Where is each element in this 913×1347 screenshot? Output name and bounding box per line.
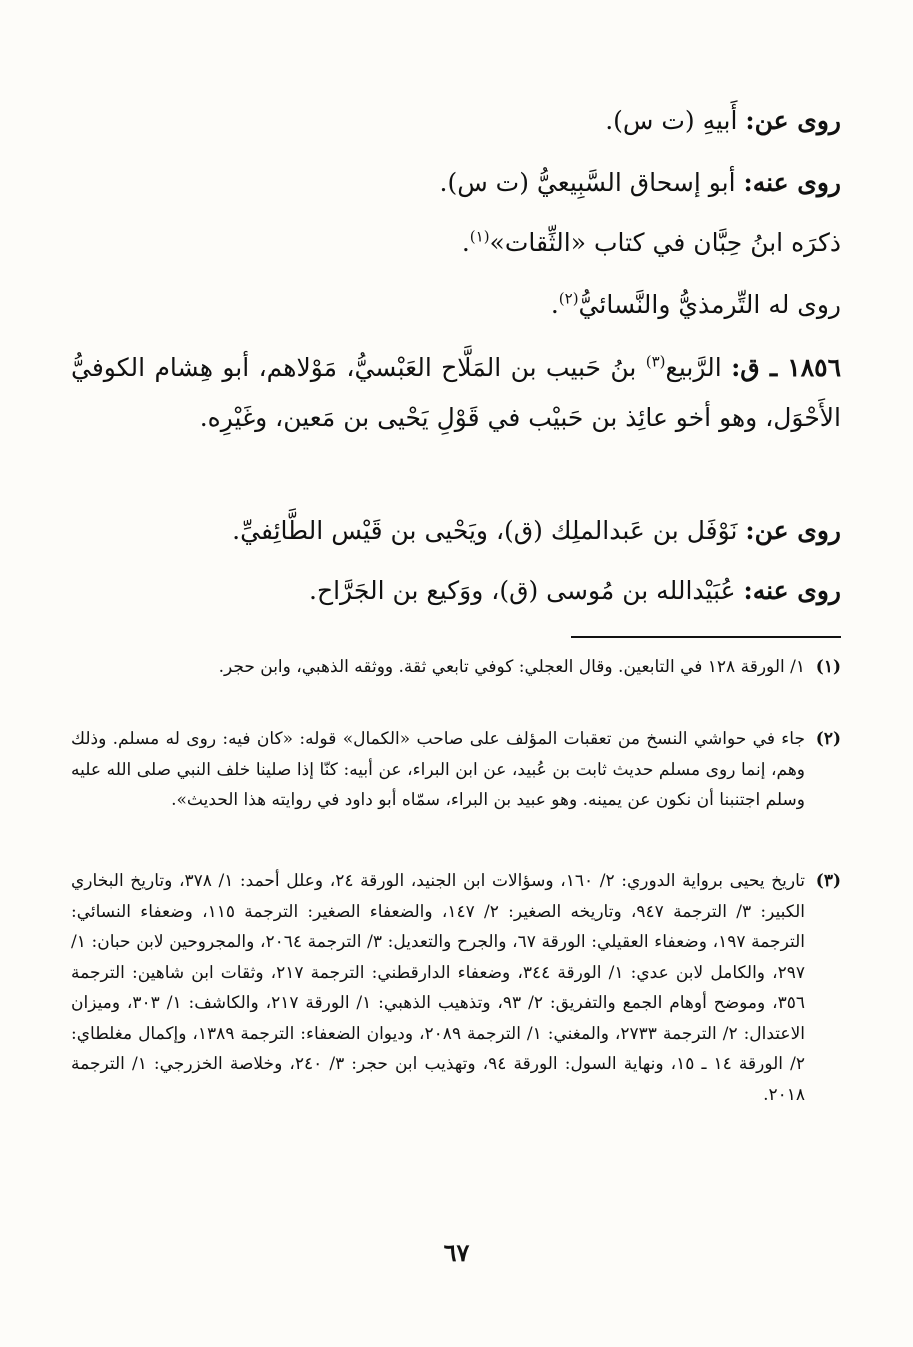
transmitted-by-end: . [550, 290, 559, 319]
entry-narrated-by-text: عُبَيْدالله بن مُوسى (ق)، ووَكيع بن الجَرَّاح. [309, 576, 744, 605]
footnote-text: تاريخ يحيى برواية الدوري: ٢/ ١٦٠، وسؤالات ابن الجنيد، الورقة ٢٤، وعلل أحمد: ١/ ٣٧٨، وتاريخ البخاري الكبير: ٣/ الترجمة ٩٤٧، وتاريخه الصغير: ٢/ ١٤٧، والضعفاء الصغير: الترجمة ١١٥، وضعفاء النسائي: الترجمة ١٩٧، وضعفاء العقيلي: الورقة ٦٧، والجرح والتعديل: ٣/ الترجمة ٢٠٦٤، والمجروحين لابن حبان: ١/ ٢٩٧، والكامل لابن عدي: ١/ الورقة ٣٤٤، وضعفاء الدارقطني: الترجمة ٢١٧، وثقات ابن شاهين: الترجمة ٣٥٦، وموضح أوهام الجمع والتفريق: ٢/ ٩٣، وتذهيب الذهبي: ١/ الورقة ٢١٧، والكاشف: ١/ ٣٠٣، وميزان الاعتدال: ٢/ الترجمة ٢٧٣٣، والمغني: ١/ الترجمة ٢٠٨٩، وديوان الضعفاء: الترجمة ١٣٨٩، وإكمال مغلطاي: ٢/ الورقة ١٤ ـ ١٥، ونهاية السول: الورقة ٩٤، وتهذيب ابن حجر: ٣/ ٢٤٠، وخلاصة الخزرجي: ١/ الترجمة ٢٠١٨. [71, 871, 806, 1105]
narrated-by-text: أبو إسحاق السَّبِيعيُّ (ت س). [439, 168, 744, 197]
entry-narrated-from-line [232, 514, 841, 548]
footnote-number: (١) [815, 657, 841, 677]
narrated-by-label: روى عنه: [743, 168, 841, 197]
entry-dash: ـ [759, 353, 788, 382]
footnote-text: ١/ الورقة ١٢٨ في التابعين. وقال العجلي: كوفي تابعي ثقة. ووثقه الذهبي، وابن حجر. [218, 657, 805, 677]
entry-narrated-by-line [309, 574, 841, 608]
footnote-3 [71, 866, 841, 1110]
transmitted-by-line [551, 288, 841, 322]
footnote-separator [571, 636, 841, 638]
narrated-from-line [605, 104, 841, 138]
entry-symbol: ق: [731, 353, 760, 382]
thiqat-mention-end: . [461, 228, 470, 257]
entry-number: ١٨٥٦ [787, 353, 841, 382]
thiqat-mention-line [462, 226, 841, 260]
footnote-2 [71, 724, 841, 816]
footnote-marker-2: (٢) [558, 289, 579, 308]
narrated-by-line [440, 166, 841, 200]
thiqat-mention-text: ذكرَه ابنُ حِبَّان في كتاب «الثِّقات» [489, 228, 841, 257]
page-number: ٦٧ [443, 1238, 470, 1267]
footnote-marker-1: (١) [469, 227, 490, 246]
footnote-1 [71, 652, 841, 683]
narrated-from-label: روى عن: [745, 106, 841, 135]
footnote-text: جاء في حواشي النسخ من تعقبات المؤلف على صاحب «الكمال» قوله: «كان فيه: روى له مسلم. وذلك وهم، إنما روى مسلم حديث ثابت بن عُبيد، عن ابن البراء، عن أبيه: كنّا إذا صلينا خلف النبي صلى الله عليه وسلم اجتنبنا أن نكون عن يمينه. وهو عبيد بن البراء، سمّاه أبو داود في روايته هذا الحديث». [71, 729, 805, 810]
footnote-marker-3: (٣) [645, 352, 666, 371]
entry-narrated-by-label: روى عنه: [743, 576, 841, 605]
entry-rest: بنُ حَبيب بن المَلَّاح العَبْسيُّ، مَوْلاهم، أبو هِشام الكوفيُّ الأَحْوَل، وهو أخو عائِذ بن حَبيْب في قَوْلِ يَحْيى بن مَعين، وغَيْرِه. [71, 353, 841, 432]
entry-name: الرَّبيع [665, 353, 732, 382]
footnote-number: (٢) [815, 729, 841, 749]
footnote-number: (٣) [815, 871, 841, 891]
entry-narrated-from-label: روى عن: [745, 516, 841, 545]
biography-entry [71, 343, 841, 443]
entry-narrated-from-text: نَوْفَل بن عَبدالملِك (ق)، ويَحْيى بن قَيْس الطَّائِفيِّ. [232, 516, 746, 545]
transmitted-by-text: روى له التِّرمذيُّ والنَّسائيُّ [578, 290, 841, 319]
narrated-from-text: أَبيهِ (ت س). [605, 106, 746, 135]
